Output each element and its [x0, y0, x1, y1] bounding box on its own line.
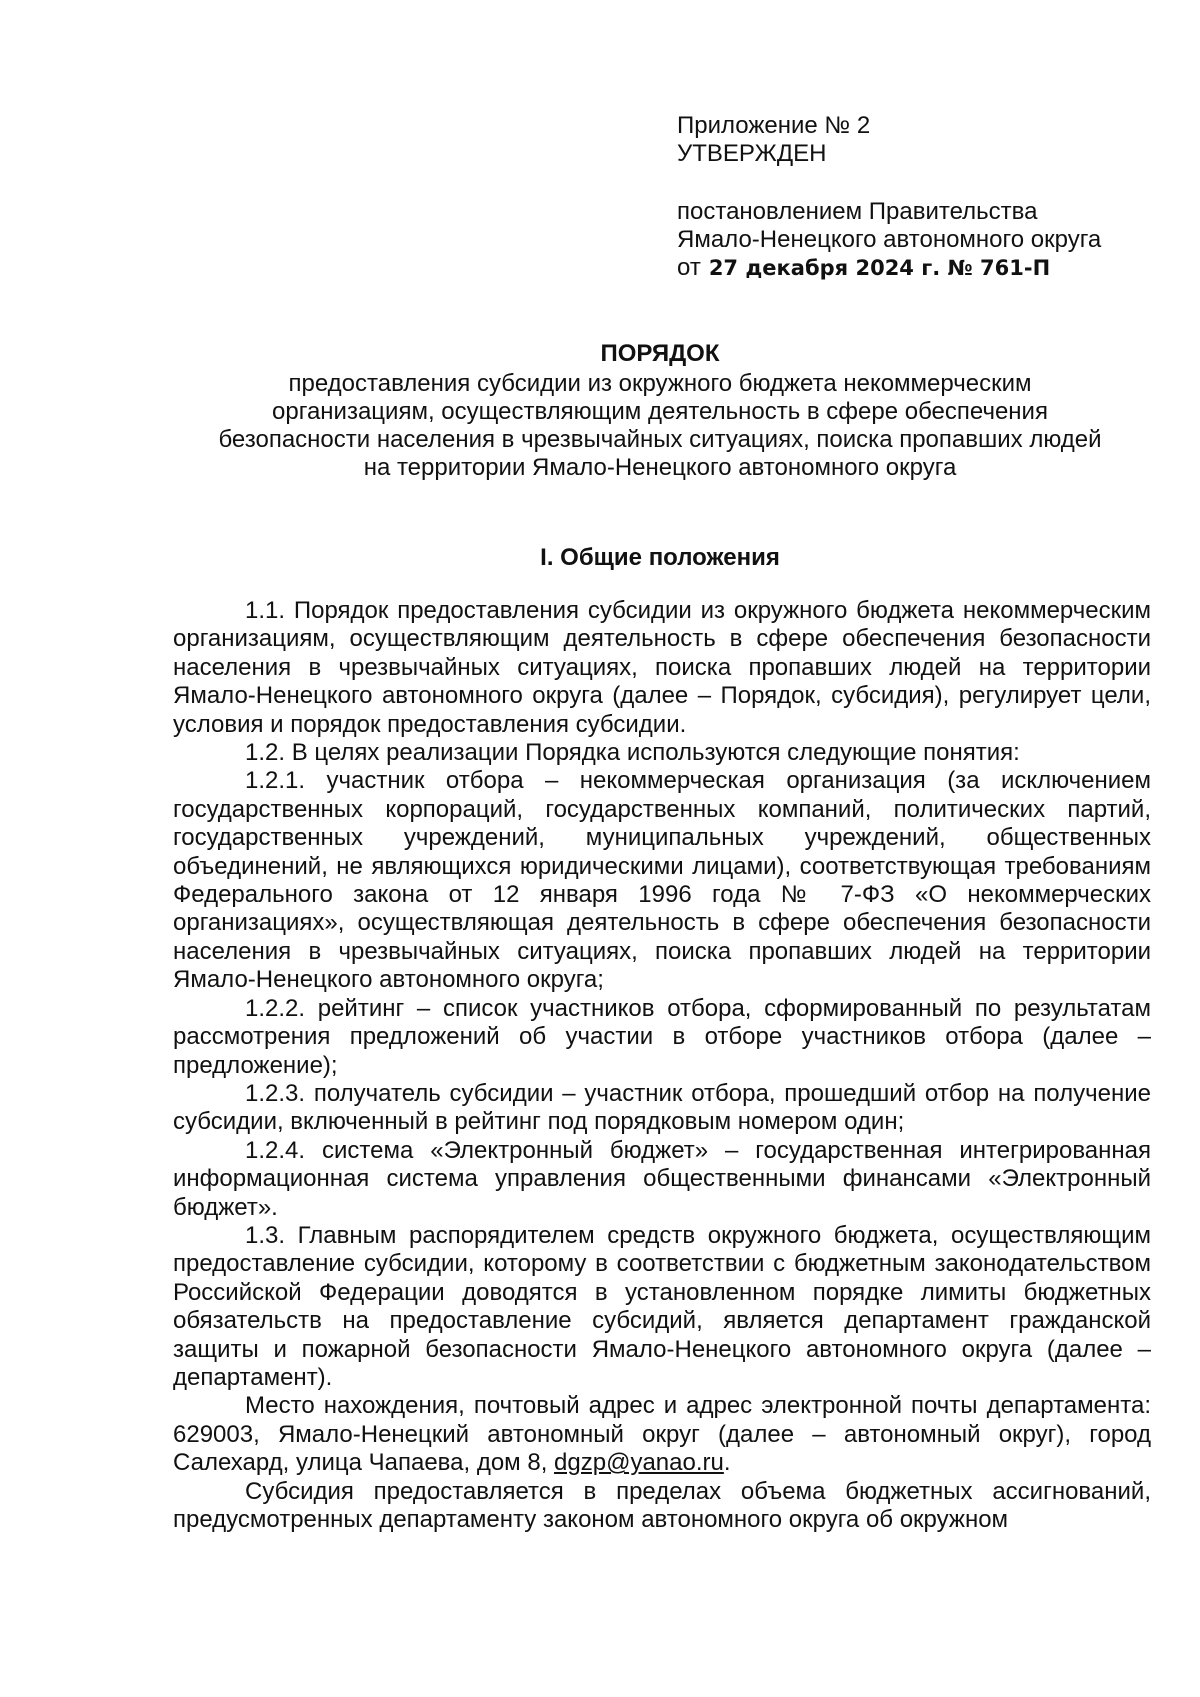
document-title [168, 340, 1152, 482]
paragraph: 1.2.4. система «Электронный бюджет» – государственная интегрированная информационная система управления общественными финансами «Электронный бюджет». [173, 1136, 1151, 1221]
location-text: Место нахождения, почтовый адрес и адрес электронной почты департамента: 629003, Ямало-Ненецкий автономный округ (далее – автономный округ), город Салехард, улица Чапаева, дом 8, [173, 1392, 1151, 1477]
section-heading: I. Общие положения [540, 544, 780, 571]
location-tail: . [723, 1449, 731, 1477]
spacer [677, 168, 1167, 198]
paragraph: 1.2.3. получатель субсидии – участник отбора, прошедший отбор на получение субсидии, включенный в рейтинг под порядковым номером один; [173, 1079, 1151, 1136]
decree-from: от [677, 254, 701, 281]
decree-line-1: постановлением Правительства [677, 198, 1038, 225]
decree-line-2: Ямало-Ненецкого автономного округа [677, 226, 1102, 253]
paragraph: 1.2.1. участник отбора – некоммерческая организация (за исключением государственных корпораций, государственных компаний, политических партий, государственных учреждений, муниципальных учреждений, общественных объединений, не являющихся юридическими лицами), соответствующая требованиям Федерального закона от 12 января 1996 года № 7-ФЗ «О некоммерческих организациях», осуществляющая деятельность в сфере обеспечения безопасности населения в чрезвычайных ситуациях, поиска пропавших людей на территории Ямало-Ненецкого автономного округа; [173, 767, 1151, 994]
email-link[interactable]: dgzp@yanao.ru [554, 1449, 724, 1477]
title-line-3: безопасности населения в чрезвычайных ситуациях, поиска пропавших людей [218, 426, 1102, 453]
decree-number: 27 декабря 2024 г. № 761-П [708, 256, 1051, 280]
paragraph: 1.3. Главным распорядителем средств окружного бюджета, осуществляющим предоставление субсидии, которому в соответствии с бюджетным законодательством Российской Федерации доводятся в установленном порядке лимиты бюджетных обязательств на предоставление субсидий, является департамент гражданской защиты и пожарной безопасности Ямало-Ненецкого автономного округа (далее – департамент). [173, 1221, 1151, 1391]
approval-block [677, 112, 1167, 282]
paragraph: 1.2.2. рейтинг – список участников отбора, сформированный по результатам рассмотрения предложений об участии в отборе участников отбора (далее – предложение); [173, 994, 1151, 1079]
paragraph: 1.1. Порядок предоставления субсидии из окружного бюджета некоммерческим организациям, осуществляющим деятельность в сфере обеспечения безопасности населения в чрезвычайных ситуациях, поиска пропавших людей на территории Ямало-Ненецкого автономного округа (далее – Порядок, субсидия), регулирует цели, условия и порядок предоставления субсидии. [173, 597, 1151, 738]
title-line-1: предоставления субсидии из окружного бюджета некоммерческим [288, 370, 1032, 397]
title-line-2: организациям, осуществляющим деятельность в сфере обеспечения [272, 398, 1048, 425]
decree-date-line [677, 254, 1167, 282]
annex-label: Приложение № 2 [677, 112, 871, 139]
location-paragraph [173, 1392, 1151, 1477]
paragraph: 1.2. В целях реализации Порядка используются следующие понятия: [245, 739, 1020, 767]
paragraph: Субсидия предоставляется в пределах объема бюджетных ассигнований, предусмотренных департаменту законом автономного округа об окружном [173, 1477, 1151, 1533]
title-line-4: на территории Ямало-Ненецкого автономного округа [363, 454, 957, 481]
document-body [173, 597, 1151, 1534]
title-main: ПОРЯДОК [600, 340, 720, 367]
approved-label: УТВЕРЖДЕН [677, 140, 827, 167]
